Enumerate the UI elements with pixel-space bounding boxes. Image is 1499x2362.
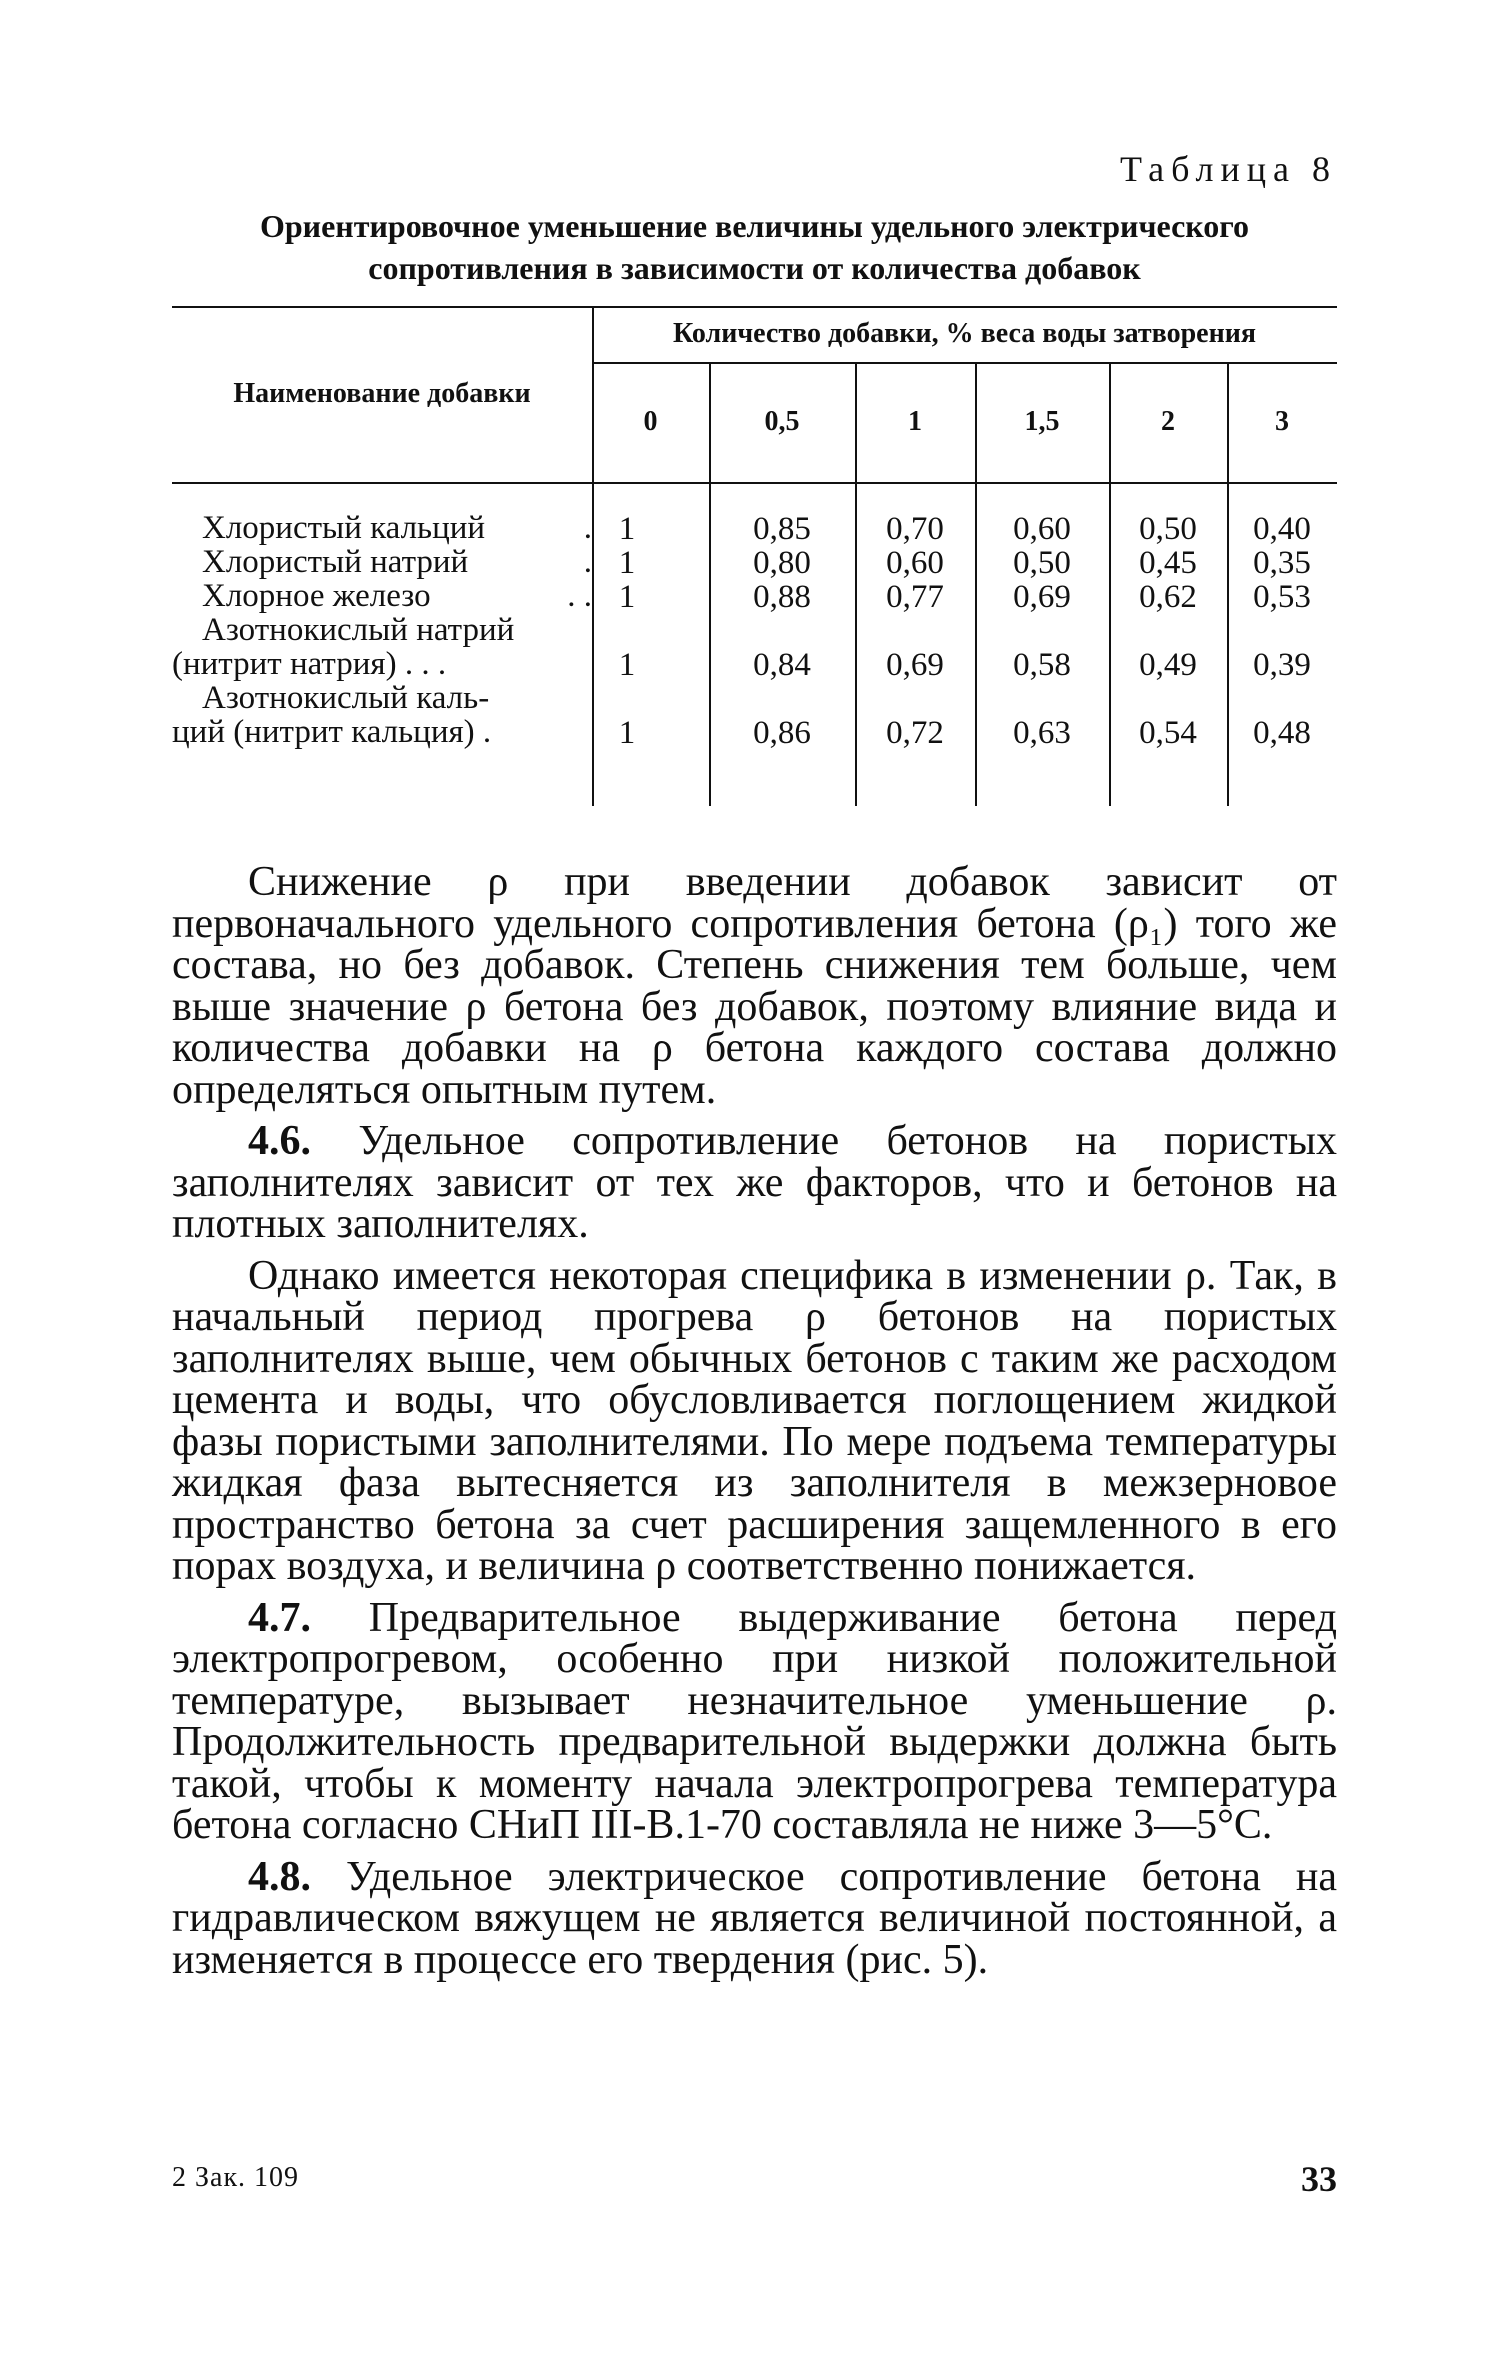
paragraph-4-8: 4.8. Удельное электрическое сопротивление бетона на гидравлическом вяжущем не является величиной постоянной, а изменяется в процессе его твердения (рис. 5).: [172, 1853, 1337, 1983]
table-cell: 0,40: [1253, 511, 1311, 547]
table-title-line-1: Ориентировочное уменьшение величины удельного электрического: [259, 208, 1250, 244]
table-title: [172, 205, 1337, 289]
header-col-1: 1: [908, 406, 922, 437]
table-cell: 0,54: [1139, 715, 1197, 751]
paragraph-4-7: 4.7. Предварительное выдерживание бетона перед электропрогревом, особенно при низкой положительной температуре, вызывает незначительное уменьшение ρ. Продолжительность предварительной выдержки должна быть такой, чтобы к моменту начала электропрогрева температура бетона согласно СНиП III-В.1-70 составляла не ниже 3—5°С.: [172, 1594, 1337, 1848]
table-title-line-2: сопротивления в зависимости от количества добавок: [368, 250, 1141, 286]
additives-table: [172, 306, 1337, 806]
table-cell: 0,88: [753, 579, 811, 615]
table-cell: 1: [618, 579, 636, 615]
table-cell: 0,70: [886, 511, 944, 547]
additive-name-calcium-nitrite-line2: ций (нитрит кальция) .: [172, 714, 492, 750]
additive-name-sodium-nitrite-line2: (нитрит натрия) . . .: [172, 646, 447, 682]
additive-name-calcium-chloride: Хлористый кальций .: [202, 510, 592, 546]
table-cell: 0,48: [1253, 715, 1311, 751]
print-order-mark: 2 Зак. 109: [172, 2162, 300, 2193]
paragraph-number: 4.6.: [248, 1118, 311, 1164]
table-cell: 0,69: [886, 647, 944, 683]
paragraph: Снижение ρ при введении добавок зависит от первоначального удельного сопротивления бетона (ρ₁) того же состава, но без добавок. Степень снижения тем больше, чем выше значение ρ бетона без добавок, поэтому влияние вида и количества добавки на ρ бетона каждого состава должно определяться опытным путем.: [172, 859, 1337, 1113]
table-cell: 1: [618, 715, 636, 751]
table-cell: 0,69: [1013, 579, 1071, 615]
header-additive-amount: Количество добавки, % веса воды затворения: [672, 318, 1257, 349]
table-cell: 0,60: [886, 545, 944, 581]
header-additive-name: Наименование добавки: [233, 378, 531, 409]
paragraph-number: 4.7.: [248, 1594, 311, 1641]
table-cell: 0,63: [1013, 715, 1071, 751]
table-cell: 0,50: [1139, 511, 1197, 547]
table-cell: 0,45: [1139, 545, 1197, 581]
table-cell: 1: [618, 511, 636, 547]
table-cell: 0,80: [753, 545, 811, 581]
table-cell: 0,58: [1013, 647, 1071, 683]
body-text: [172, 859, 1337, 1991]
table-cell: 0,72: [886, 715, 944, 751]
table-cell: 0,39: [1253, 647, 1311, 683]
page-number: 33: [1301, 2159, 1337, 2199]
header-col-0: 0: [643, 406, 658, 437]
table-cell: 0,77: [886, 579, 944, 615]
table-header-bottom-rule: [172, 482, 1337, 484]
additive-name-sodium-chloride: Хлористый натрий .: [202, 544, 592, 580]
header-col-3: 3: [1275, 406, 1289, 437]
table-cell: 0,35: [1253, 545, 1311, 581]
table-cell: 1: [618, 647, 636, 683]
additive-name-column: [172, 511, 592, 749]
additive-name-calcium-nitrite: Азотнокислый каль-: [202, 680, 490, 716]
additive-name-iron-chloride: Хлорное железо . .: [202, 578, 592, 614]
header-col-2: 2: [1161, 406, 1175, 437]
table-cell: 0,62: [1139, 579, 1197, 615]
paragraph: Однако имеется некоторая специфика в изменении ρ. Так, в начальный период прогрева ρ бетонов на пористых заполнителях выше, чем обычных бетонов с таким же расходом цемента и воды, что обусловливается поглощением жидкой фазы пористыми заполнителями. По мере подъема температуры жидкая фаза вытесняется из заполнителя в межзерновое пространство бетона за счет расширения защемленного в его порах воздуха, и величина ρ соответственно понижается.: [172, 1252, 1337, 1589]
table-cell: 0,49: [1139, 647, 1197, 683]
table-cell: 1: [618, 545, 636, 581]
table-number-label: Таблица 8: [1120, 149, 1337, 189]
paragraph-4-6: 4.6. Удельное сопротивление бетонов на пористых заполнителях зависит от тех же факторов, что и бетонов на плотных заполнителях.: [172, 1118, 1337, 1247]
table-cell: 0,86: [753, 715, 811, 751]
table-cell: 0,84: [753, 647, 811, 683]
table-cell: 0,53: [1253, 579, 1311, 615]
additive-name-sodium-nitrite: Азотнокислый натрий: [202, 612, 515, 648]
header-col-1-5: 1,5: [1024, 406, 1060, 437]
table-cell: 0,50: [1013, 545, 1071, 581]
paragraph-number: 4.8.: [248, 1853, 311, 1900]
header-col-0-5: 0,5: [764, 406, 800, 437]
table-cell: 0,60: [1013, 511, 1071, 547]
table-cell: 0,85: [753, 511, 811, 547]
